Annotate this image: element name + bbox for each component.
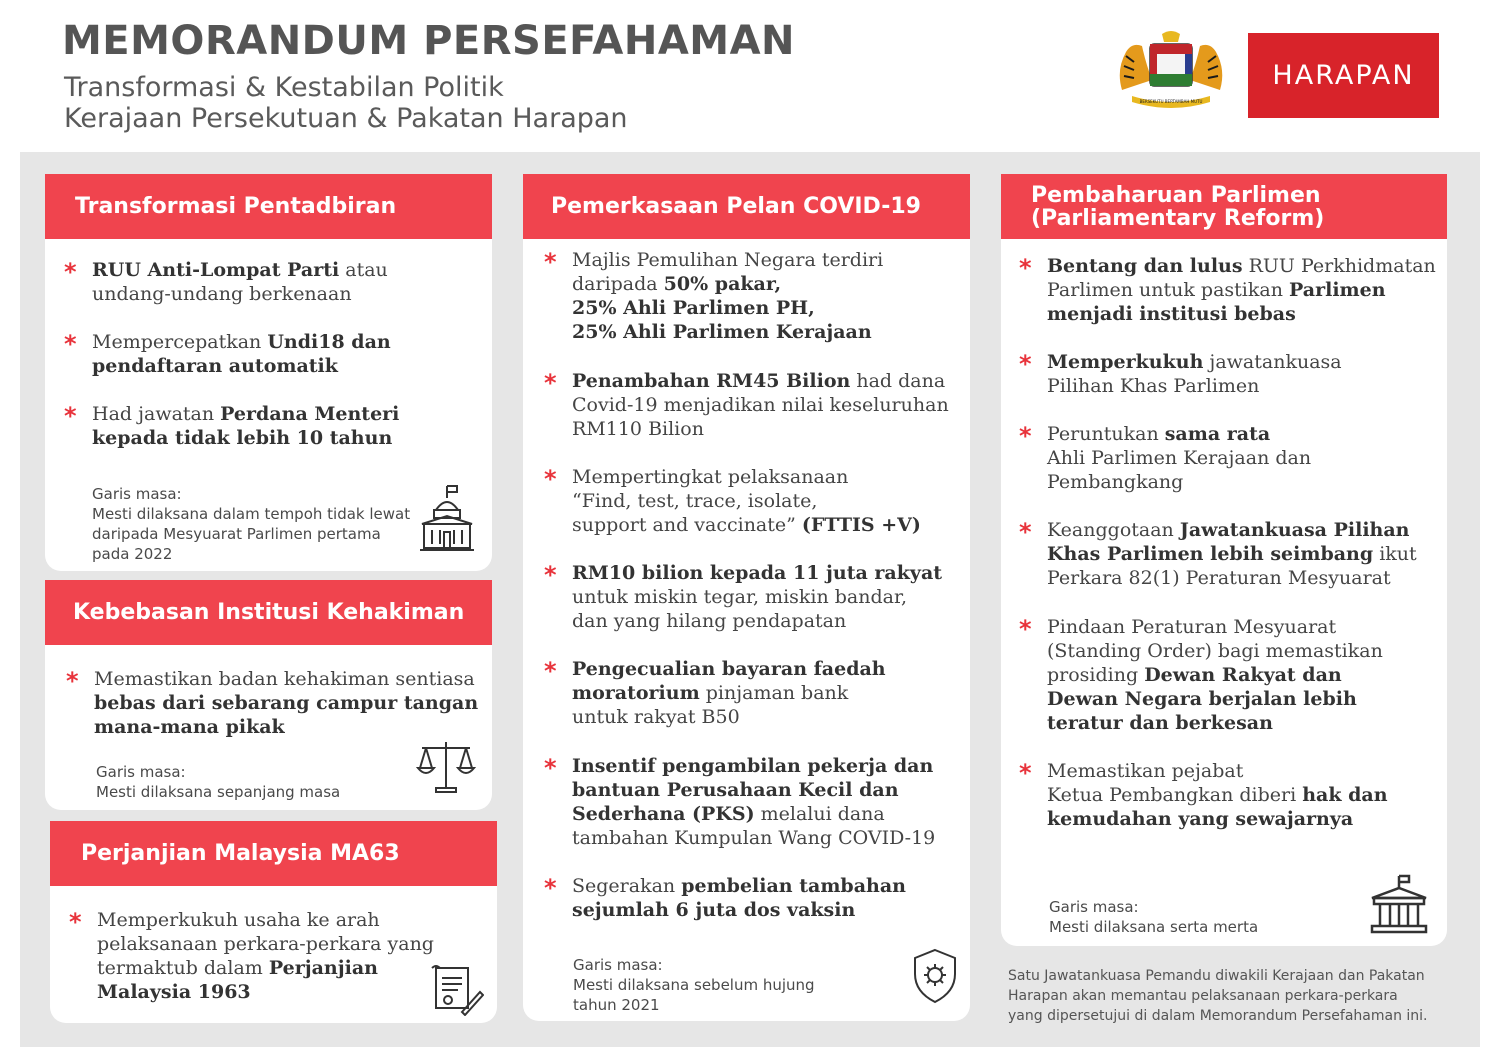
timeline-text: pada 2022 xyxy=(92,545,173,563)
card-header-kehakiman xyxy=(45,580,492,645)
list-item-text: RUU Anti-Lompat Parti atau undang-undang berkenaan xyxy=(92,259,388,305)
subtitle-line-1: Transformasi & Kestabilan Politik xyxy=(64,72,504,103)
list-item-text: Majlis Pemulihan Negara terdiri daripada 50% pakar, 25% Ahli Parlimen PH, 25% Ahli Parlimen Kerajaan xyxy=(572,249,884,343)
timeline-label: Garis masa: xyxy=(96,763,186,781)
card-title: Perjanjian Malaysia MA63 xyxy=(81,841,400,866)
timeline-transformasi xyxy=(92,484,410,564)
list-item xyxy=(1019,518,1417,590)
asterisk-bullet-icon: * xyxy=(544,465,557,493)
asterisk-bullet-icon: * xyxy=(544,248,557,276)
list-item-text: Keanggotaan Jawatankuasa Pilihan Khas Parlimen lebih seimbang ikut Perkara 82(1) Peraturan Mesyuarat xyxy=(1047,519,1417,589)
timeline-text: Mesti dilaksana sebelum hujung xyxy=(573,976,815,994)
list-item xyxy=(1019,254,1436,326)
list-item xyxy=(1019,422,1311,494)
list-item xyxy=(1019,350,1342,398)
list-item xyxy=(544,465,921,537)
government-building-icon xyxy=(1368,874,1430,936)
list-item-text: Memastikan pejabat Ketua Pembangkan diberi hak dan kemudahan yang sewajarnya xyxy=(1047,760,1388,830)
page-title: MEMORANDUM PERSEFAHAMAN xyxy=(62,18,796,64)
list-item xyxy=(64,258,388,306)
list-item-text: Bentang dan lulus RUU Perkhidmatan Parlimen untuk pastikan Parlimen menjadi institusi bebas xyxy=(1047,255,1436,325)
list-item-text: Had jawatan Perdana Menteri kepada tidak lebih 10 tahun xyxy=(92,403,400,449)
card-title: Kebebasan Institusi Kehakiman xyxy=(73,600,465,625)
list-item xyxy=(64,330,391,378)
footnote xyxy=(1008,966,1468,1026)
list-item-text: Insentif pengambilan pekerja dan bantuan Perusahaan Kecil dan Sederhana (PKS) melalui dana tambahan Kumpulan Wang COVID-19 xyxy=(572,755,936,849)
footnote-line: yang dipersetujui di dalam Memorandum Persefahaman ini. xyxy=(1008,1008,1428,1024)
list-item-text: Memperkukuh jawatankuasa Pilihan Khas Parlimen xyxy=(1047,351,1342,397)
timeline-text: Mesti dilaksana sepanjang masa xyxy=(96,783,341,801)
asterisk-bullet-icon: * xyxy=(1019,615,1032,643)
list-item-text: Memperkukuh usaha ke arah pelaksanaan perkara-perkara yang termaktub dalam Perjanjian Malaysia 1963 xyxy=(97,909,434,1003)
timeline-text: daripada Mesyuarat Parlimen pertama xyxy=(92,525,381,543)
card-header-parlimen xyxy=(1001,174,1447,239)
timeline-kehakiman xyxy=(96,762,340,802)
list-item xyxy=(544,874,906,922)
coat-of-arms-logo xyxy=(1112,30,1230,110)
document-scroll-icon xyxy=(428,964,484,1016)
card-header-covid xyxy=(523,174,970,239)
harapan-logo: HARAPAN xyxy=(1248,33,1439,118)
list-item xyxy=(544,561,942,633)
card-title-line-1: Pembaharuan Parlimen xyxy=(1031,182,1321,208)
list-item-text: Mempertingkat pelaksanaan “Find, test, trace, isolate, support and vaccinate” (FTTIS +V) xyxy=(572,466,921,536)
asterisk-bullet-icon: * xyxy=(1019,759,1032,787)
asterisk-bullet-icon: * xyxy=(64,330,77,358)
list-item-text: Peruntukan sama rata Ahli Parlimen Kerajaan dan Pembangkang xyxy=(1047,423,1312,493)
scales-icon xyxy=(416,740,476,794)
timeline-text: Mesti dilaksana dalam tempoh tidak lewat xyxy=(92,505,411,523)
list-item-text: Memastikan badan kehakiman sentiasa bebas dari sebarang campur tangan mana-mana pikak xyxy=(94,668,479,738)
list-item xyxy=(1019,759,1388,831)
asterisk-bullet-icon: * xyxy=(1019,254,1032,282)
list-item-text: Pengecualian bayaran faedah moratorium pinjaman bank untuk rakyat B50 xyxy=(572,658,886,728)
asterisk-bullet-icon: * xyxy=(69,908,82,936)
virus-shield-icon xyxy=(912,948,958,1004)
asterisk-bullet-icon: * xyxy=(544,874,557,902)
parliament-building-icon xyxy=(418,484,476,554)
list-item-text: Penambahan RM45 Bilion had dana Covid-19 menjadikan nilai keseluruhan RM110 Bilion xyxy=(572,370,949,440)
list-item xyxy=(544,369,949,441)
list-item xyxy=(544,754,935,850)
timeline-label: Garis masa: xyxy=(1049,898,1139,916)
list-item xyxy=(1019,615,1383,735)
list-item xyxy=(64,402,399,450)
asterisk-bullet-icon: * xyxy=(64,258,77,286)
crest-motto: BERSEKUTU BERTAMBAH MUTU xyxy=(1139,99,1203,104)
subtitle-line-2: Kerajaan Persekutuan & Pakatan Harapan xyxy=(64,103,628,134)
timeline-label: Garis masa: xyxy=(573,956,663,974)
asterisk-bullet-icon: * xyxy=(1019,350,1032,378)
timeline-parlimen xyxy=(1049,897,1258,937)
asterisk-bullet-icon: * xyxy=(544,561,557,589)
asterisk-bullet-icon: * xyxy=(544,754,557,782)
list-item-text: Mempercepatkan Undi18 dan pendaftaran automatik xyxy=(92,331,391,377)
footnote-line: Harapan akan memantau pelaksanaan perkara-perkara xyxy=(1008,988,1398,1004)
footnote-line: Satu Jawatankuasa Pemandu diwakili Kerajaan dan Pakatan xyxy=(1008,968,1425,984)
timeline-covid xyxy=(573,955,815,1015)
asterisk-bullet-icon: * xyxy=(1019,422,1032,450)
list-item xyxy=(69,908,434,1004)
list-item-text: Segerakan pembelian tambahan sejumlah 6 juta dos vaksin xyxy=(572,875,906,921)
list-item xyxy=(544,657,886,729)
list-item-text: RM10 bilion kepada 11 juta rakyat untuk miskin tegar, miskin bandar, dan yang hilang pendapatan xyxy=(572,562,943,632)
asterisk-bullet-icon: * xyxy=(64,402,77,430)
asterisk-bullet-icon: * xyxy=(66,667,79,695)
list-item xyxy=(66,667,478,739)
asterisk-bullet-icon: * xyxy=(544,369,557,397)
timeline-text: Mesti dilaksana serta merta xyxy=(1049,918,1259,936)
card-title: Transformasi Pentadbiran xyxy=(75,194,397,219)
list-item xyxy=(544,248,883,344)
card-title-line-2: (Parliamentary Reform) xyxy=(1031,205,1325,231)
list-item-text: Pindaan Peraturan Mesyuarat (Standing Order) bagi memastikan prosiding Dewan Rakyat dan Dewan Negara berjalan lebih teratur dan berkesan xyxy=(1047,616,1383,734)
timeline-label: Garis masa: xyxy=(92,485,182,503)
card-header-transformasi xyxy=(45,174,492,239)
card-title: Pemerkasaan Pelan COVID-19 xyxy=(551,194,921,219)
asterisk-bullet-icon: * xyxy=(1019,518,1032,546)
asterisk-bullet-icon: * xyxy=(544,657,557,685)
card-header-ma63 xyxy=(50,821,497,886)
timeline-text: tahun 2021 xyxy=(573,996,660,1014)
